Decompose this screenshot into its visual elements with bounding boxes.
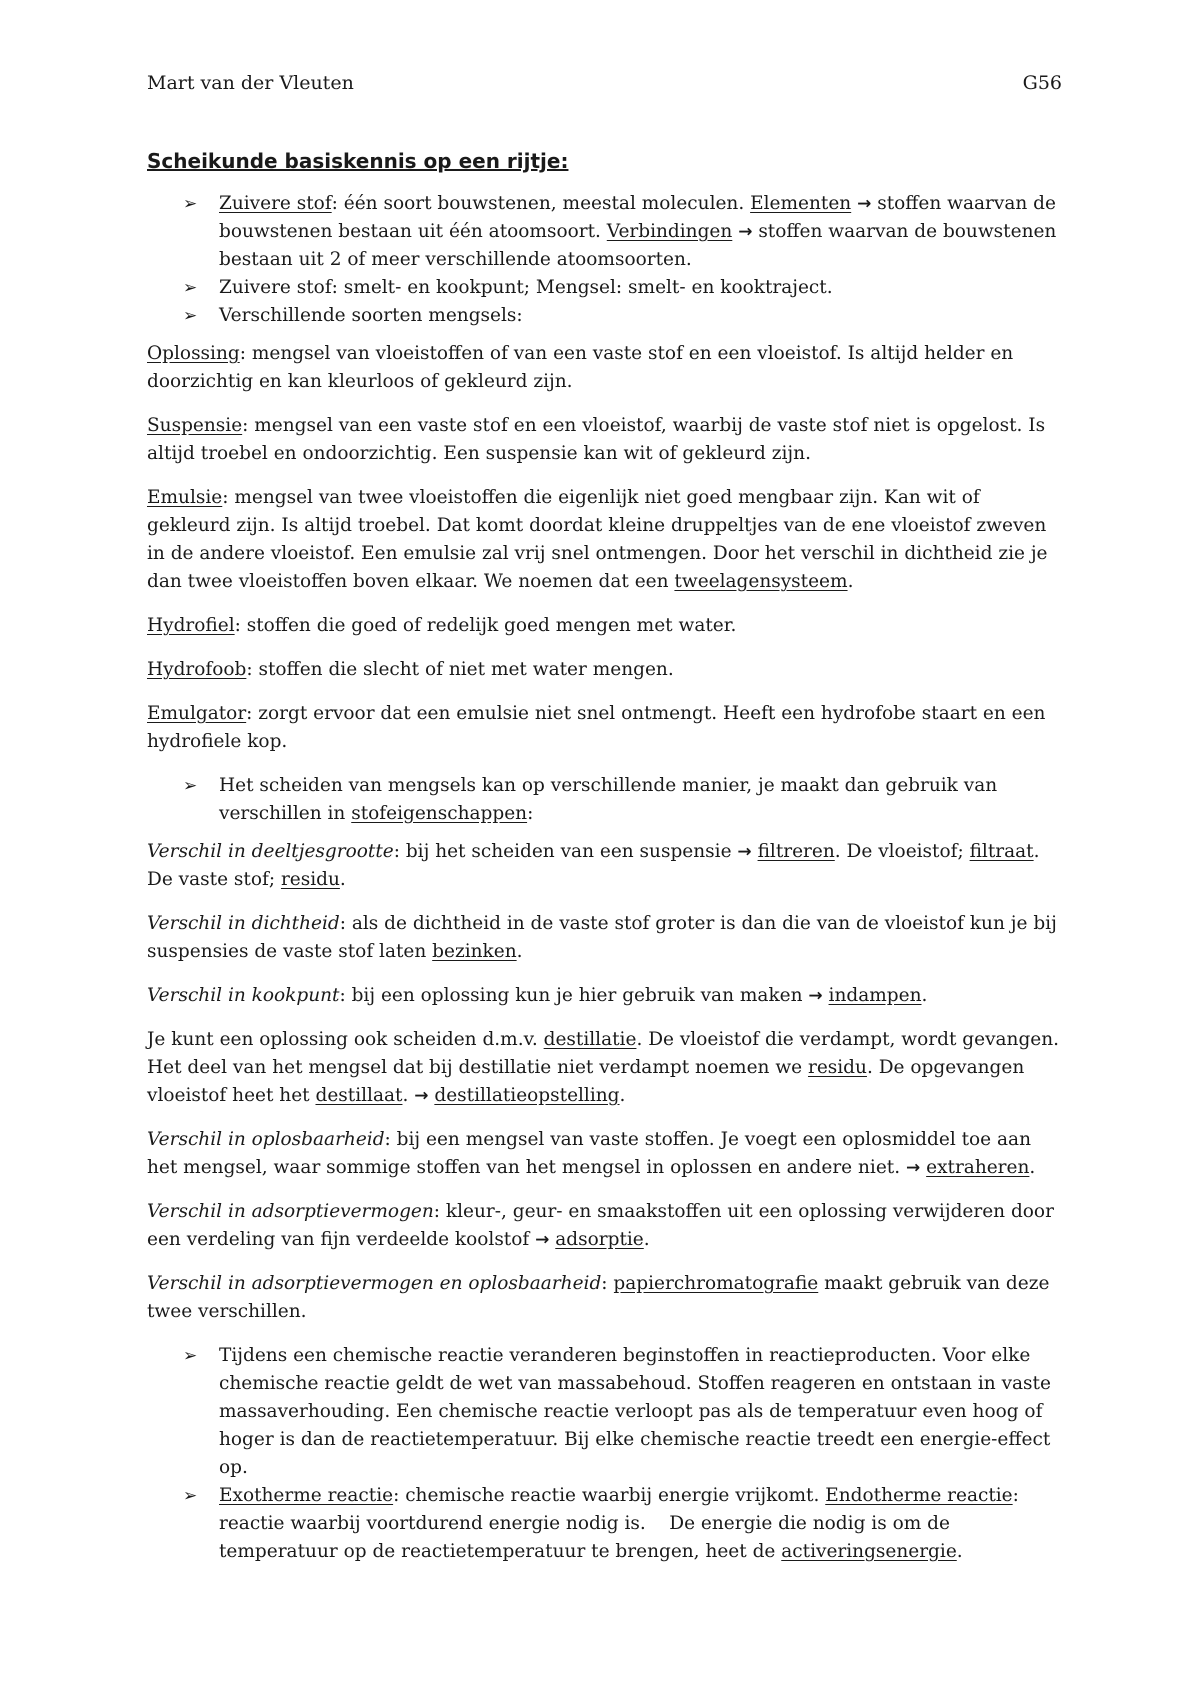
italic-term: Verschil in adsorptievermogen en oplosbaarheid <box>147 1273 602 1294</box>
text: Tijdens een chemische reactie veranderen beginstoffen in reactieproducten. Voor elke chemische reactie geldt de wet van massabehoud. Stoffen reageren en ontstaan in vaste massaverhouding. Een chemische reactie verloopt pas als de temperatuur even hoog of hoger is dan de reactietemperatuur. Bij elke chemische reactie treedt een energie-effect op. <box>219 1345 1051 1478</box>
list-item <box>147 1482 1067 1566</box>
arrow-bullet-icon: ➢ <box>183 306 198 326</box>
text: . <box>1029 1157 1036 1178</box>
underlined-term: Zuivere stof <box>219 193 332 214</box>
bullet-list-3 <box>147 1342 1067 1566</box>
page-title: Scheikunde basiskennis op een rijtje: <box>147 149 569 173</box>
underlined-term: filtraat <box>969 841 1034 862</box>
arrow-icon: → <box>905 1158 921 1178</box>
underlined-term: indampen <box>828 985 922 1006</box>
underlined-term: residu <box>280 869 340 890</box>
underlined-term: Hydrofoob <box>147 659 247 680</box>
list-item <box>147 1342 1067 1482</box>
text: : bij het scheiden van een suspensie <box>393 841 738 862</box>
paragraph-dichtheid <box>147 910 1067 966</box>
underlined-term: extraheren <box>926 1157 1030 1178</box>
text: Het scheiden van mengsels kan op verschillende manier, je maakt dan gebruik van verschillen in <box>219 775 998 824</box>
text: : als de dichtheid in de vaste stof groter is dan die van de vloeistof kun je bij suspensies de vaste stof laten <box>147 913 1057 962</box>
text: . De vloeistof; <box>834 841 970 862</box>
underlined-term: Suspensie <box>147 415 243 436</box>
text: . De opgevangen vloeistof heet het <box>147 1057 1025 1106</box>
list-item <box>147 190 1067 274</box>
underlined-term: filtreren <box>757 841 835 862</box>
underlined-term: Hydrofiel <box>147 615 235 636</box>
text: : <box>527 803 534 824</box>
text: . De vloeistof die verdampt, wordt gevangen. Het deel van het mengsel dat bij destillatie niet verdampt noemen we <box>147 1029 1060 1078</box>
text: stoffen waarvan de bouwstenen bestaan uit 2 of meer verschillende atoomsoorten. <box>219 221 1057 270</box>
arrow-icon: → <box>414 1086 429 1106</box>
paragraph-hydrofiel <box>147 612 1067 640</box>
list-item <box>147 772 1067 828</box>
italic-term: Verschil in kookpunt <box>147 985 340 1006</box>
arrow-icon: → <box>857 194 872 214</box>
italic-term: Verschil in adsorptievermogen <box>147 1201 434 1222</box>
document-body <box>147 146 1067 1576</box>
underlined-term: residu <box>807 1057 867 1078</box>
paragraph-oplossing <box>147 340 1067 396</box>
bullet-list-1 <box>147 190 1067 330</box>
text: : stoffen die goed of redelijk goed mengen met water. <box>234 615 737 636</box>
text: : mengsel van een vaste stof en een vloeistof, waarbij de vaste stof niet is opgelost. Is altijd troebel en ondoorzichtig. Een suspensie kan wit of gekleurd zijn. <box>147 415 1046 464</box>
paragraph-hydrofoob <box>147 656 1067 684</box>
text: Verschillende soorten mengsels: <box>219 305 523 326</box>
text: : zorgt ervoor dat een emulsie niet snel ontmengt. Heeft een hydrofobe staart en een hydrofiele kop. <box>147 703 1046 752</box>
bullet-list-2 <box>147 772 1067 828</box>
paragraph-emulsie <box>147 484 1067 596</box>
text: . <box>921 985 928 1006</box>
underlined-term: Emulsie <box>147 487 223 508</box>
arrow-bullet-icon: ➢ <box>183 194 198 214</box>
underlined-term: Oplossing <box>147 343 240 364</box>
underlined-term: papierchromatografie <box>613 1273 819 1294</box>
text: : mengsel van twee vloeistoffen die eigenlijk niet goed mengbaar zijn. Kan wit of gekleurd zijn. Is altijd troebel. Dat komt doordat kleine druppeltjes van de ene vloeistof zweven in de andere vloeistof. Een emulsie zal vrij snel ontmengen. Door het verschil in dichtheid zie je dan twee vloeistoffen boven elkaar. We noemen dat een <box>147 487 1048 592</box>
text: maakt gebruik van deze twee verschillen. <box>147 1273 1050 1322</box>
underlined-term: activeringsenergie <box>781 1541 957 1562</box>
text: : <box>601 1273 614 1294</box>
arrow-bullet-icon: ➢ <box>183 776 198 796</box>
text: . <box>339 869 346 890</box>
arrow-icon: → <box>808 986 823 1006</box>
text: : bij een mengsel van vaste stoffen. Je voegt een oplosmiddel toe aan het mengsel, waar sommige stoffen van het mengsel in oplossen en andere niet. <box>147 1129 1031 1178</box>
paragraph-adsorptievermogen <box>147 1198 1067 1254</box>
paragraph-deeltjesgrootte <box>147 838 1067 894</box>
underlined-term: destillaat <box>315 1085 403 1106</box>
italic-term: Verschil in dichtheid <box>147 913 340 934</box>
text: : chemische reactie waarbij energie vrijkomt. <box>393 1485 826 1506</box>
paragraph-oplosbaarheid <box>147 1126 1067 1182</box>
paragraph-kookpunt <box>147 982 1067 1010</box>
text: Zuivere stof: smelt- en kookpunt; Mengsel: smelt- en kooktraject. <box>219 277 833 298</box>
text: Je kunt een oplossing ook scheiden d.m.v. <box>147 1029 544 1050</box>
text: : stoffen die slecht of niet met water mengen. <box>246 659 674 680</box>
text: . <box>402 1085 415 1106</box>
text: stoffen waarvan de bouwstenen bestaan uit één atoomsoort. <box>219 193 1056 242</box>
underlined-term: destillatie <box>543 1029 637 1050</box>
text: . <box>619 1085 626 1106</box>
list-item <box>147 302 1067 330</box>
text: . <box>847 571 854 592</box>
text: . <box>516 941 523 962</box>
underlined-term: Verbindingen <box>606 221 733 242</box>
italic-term: Verschil in oplosbaarheid <box>147 1129 385 1150</box>
italic-term: Verschil in deeltjesgrootte <box>147 841 394 862</box>
underlined-term: destillatieopstelling <box>434 1085 620 1106</box>
paragraph-papierchromatografie <box>147 1270 1067 1326</box>
list-item <box>147 274 1067 302</box>
arrow-icon: → <box>737 842 752 862</box>
text: : reactie waarbij voortdurend energie nodig is. De energie die nodig is om de temperatuur op de reactietemperatuur te brengen, heet de <box>219 1485 1025 1562</box>
text: : mengsel van vloeistoffen of van een vaste stof en een vloeistof. Is altijd helder en doorzichtig en kan kleurloos of gekleurd zijn. <box>147 343 1014 392</box>
text: . De vaste stof; <box>147 841 1040 890</box>
text: : bij een oplossing kun je hier gebruik van maken <box>339 985 809 1006</box>
arrow-bullet-icon: ➢ <box>183 1346 198 1366</box>
arrow-icon: → <box>738 222 753 242</box>
text: : één soort bouwstenen, meestal moleculen. <box>331 193 751 214</box>
underlined-term: bezinken <box>432 941 517 962</box>
underlined-term: stofeigenschappen <box>351 803 528 824</box>
arrow-bullet-icon: ➢ <box>183 1486 198 1506</box>
underlined-term: tweelagensysteem <box>674 571 848 592</box>
paragraph-suspensie <box>147 412 1067 468</box>
text: : kleur-, geur- en smaakstoffen uit een oplossing verwijderen door een verdeling van fijn verdeelde koolstof <box>147 1201 1054 1250</box>
header-author: Mart van der Vleuten <box>147 72 354 94</box>
underlined-term: Emulgator <box>147 703 247 724</box>
underlined-term: Endotherme reactie <box>825 1485 1013 1506</box>
header-code: G56 <box>1022 72 1062 94</box>
arrow-bullet-icon: ➢ <box>183 278 198 298</box>
paragraph-destillatie <box>147 1026 1067 1110</box>
text: . <box>956 1541 963 1562</box>
paragraph-emulgator <box>147 700 1067 756</box>
underlined-term: Exotherme reactie <box>219 1485 394 1506</box>
underlined-term: adsorptie <box>555 1229 644 1250</box>
text: . <box>643 1229 650 1250</box>
underlined-term: Elementen <box>750 193 852 214</box>
arrow-icon: → <box>535 1230 550 1250</box>
